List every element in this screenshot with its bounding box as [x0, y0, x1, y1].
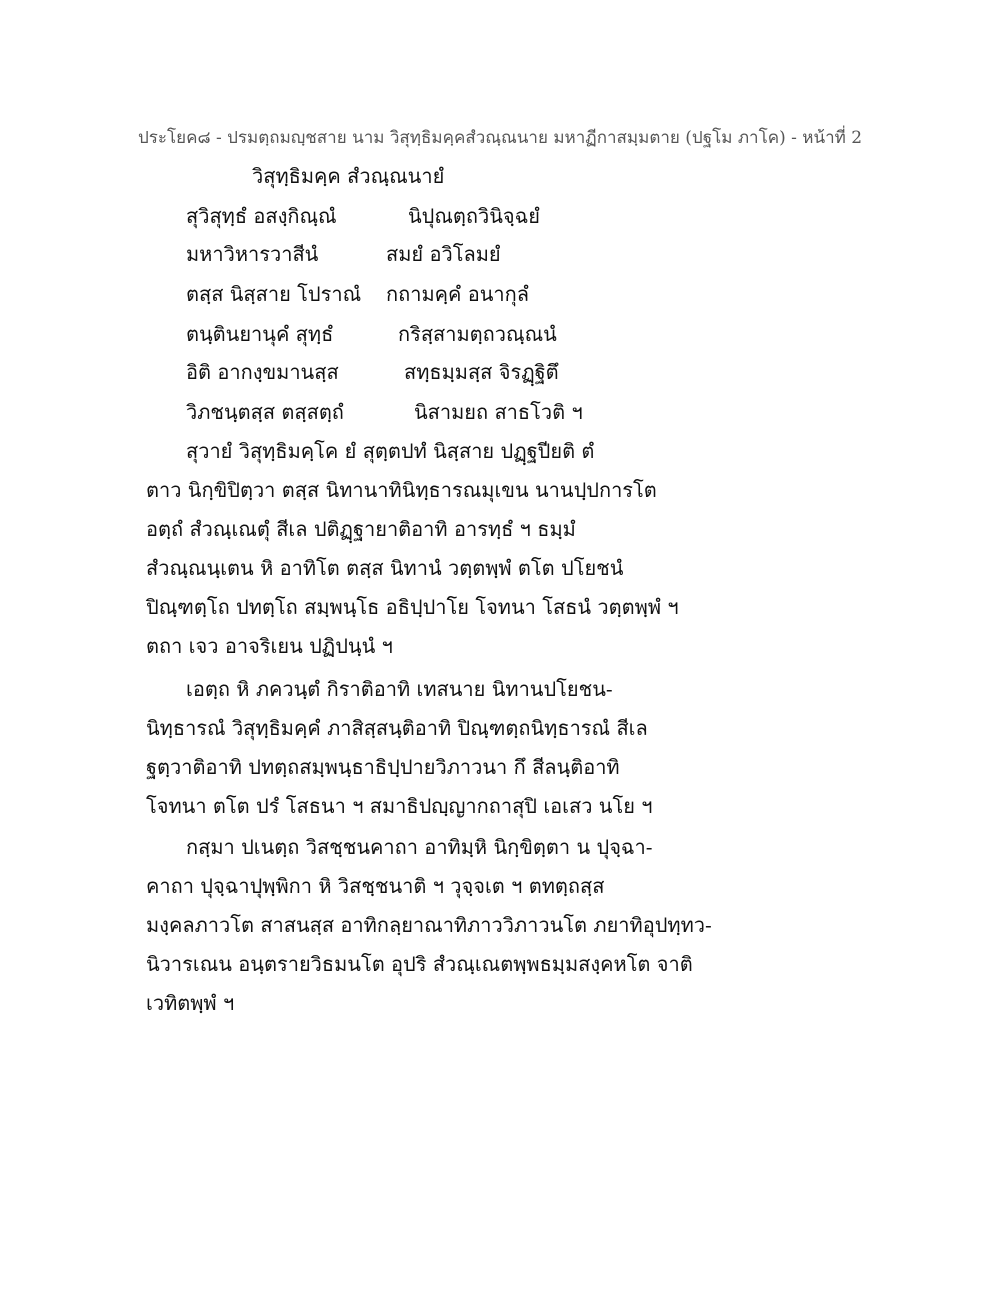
paragraph-line: กสฺมา ปเนตฺถ วิสชฺชนคาถา อาทิมฺหิ นิกฺขิตฺตา น ปุจฺฉา-	[186, 835, 653, 859]
verse-right: กริสฺสามตฺถวณฺณนํ	[398, 322, 557, 346]
paragraph-line: ตถา เจว อาจริเยน ปฏิปนฺนํ ฯ	[146, 634, 393, 658]
verse-left: มหาวิหารวาสีนํ	[186, 242, 319, 266]
paragraph-line: อตฺถํ สํวณฺเณตุํ สีเล ปติฏฺฐายาติอาทิ อารทฺธํ ฯ ธมฺมํ	[146, 517, 576, 541]
verse-right: นิสามยถ สาธโวติ ฯ	[414, 400, 583, 424]
paragraph-line: มงฺคลภาวโต สาสนสฺส อาทิกลฺยาณาทิภาววิภาวนโต ภยาทิอุปทฺทว-	[146, 913, 712, 937]
paragraph-line: ปิณฺฑตฺโถ ปทตฺโถ สมฺพนฺโธ อธิปฺปาโย โจทนา โสธนํ วตฺตพฺพํ ฯ	[146, 595, 679, 619]
paragraph	[146, 828, 712, 1023]
verse-left: อิติ อากงฺขมานสฺส	[186, 360, 339, 384]
paragraph-line: โจทนา ตโต ปรํ โสธนา ฯ สมาธิปญฺญากถาสุปิ เอเสว นโย ฯ	[146, 794, 653, 818]
paragraph-line: สุวายํ วิสุทฺธิมคฺโค ยํ สุตฺตปทํ นิสฺสาย ปฏฺฐปียติ ตํ	[186, 439, 595, 463]
paragraph-line: ตาว นิกฺขิปิตฺวา ตสฺส นิทานาทินิทฺธารณมุเขน นานปฺปการโต	[146, 478, 657, 502]
verse-left: วิภชนฺตสฺส ตสฺสตฺถํ	[186, 400, 344, 424]
verse-right: กถามคฺคํ อนากุลํ	[386, 282, 530, 306]
paragraph-line: คาถา ปุจฺฉาปุพฺพิกา หิ วิสชฺชนาติ ฯ วุจฺจเต ฯ ตทตฺถสฺส	[146, 874, 605, 898]
verse-right: สมยํ อวิโลมยํ	[386, 242, 501, 266]
paragraph	[146, 432, 686, 666]
paragraph	[146, 670, 686, 826]
paragraph-line: สํวณฺณนฺเตน หิ อาทิโต ตสฺส นิทานํ วตฺตพฺพํ ตโต ปโยชนํ	[146, 556, 624, 580]
paragraph-line: นิทฺธารณํ วิสุทฺธิมคฺคํ ภาสิสฺสนฺติอาทิ ปิณฺฑตฺถนิทฺธารณํ สีเล	[146, 716, 648, 740]
verse-right: สทฺธมฺมสฺส จิรฏฺฐิตึ	[404, 360, 559, 384]
verse-left: ตนฺตินยานุคํ สุทฺธํ	[186, 322, 334, 346]
paragraph-line: เอตฺถ หิ ภควนฺตํ กิราติอาทิ เทสนาย นิทานปโยชน-	[186, 677, 613, 701]
verse-left: สุวิสุทฺธํ อสงฺกิณฺณํ	[186, 204, 337, 228]
running-head: ประโยค๘ - ปรมตฺถมญฺชสาย นาม วิสุทฺธิมคฺคสํวณฺณนาย มหาฏีกาสมฺมตาย (ปฐโม ภาโค) - หน้าที่ 2	[137, 128, 863, 148]
paragraph-line: นิวารเณน อนฺตรายวิธมนโต อุปริ สํวณฺเณตพฺพธมฺมสงฺคหโต จาติ	[146, 952, 693, 976]
section-title: วิสุทฺธิมคฺค สํวณฺณนายํ	[252, 164, 445, 188]
paragraph-line: เวทิตพฺพํ ฯ	[146, 991, 235, 1015]
verse-left: ตสฺส นิสฺสาย โปราณํ	[186, 282, 362, 306]
verse-right: นิปุณตฺถวินิจฺฉยํ	[408, 204, 540, 228]
paragraph-line: ฐตฺวาติอาทิ ปทตฺถสมฺพนฺธาธิปฺปายวิภาวนา กึ สีลนฺติอาทิ	[146, 755, 620, 779]
